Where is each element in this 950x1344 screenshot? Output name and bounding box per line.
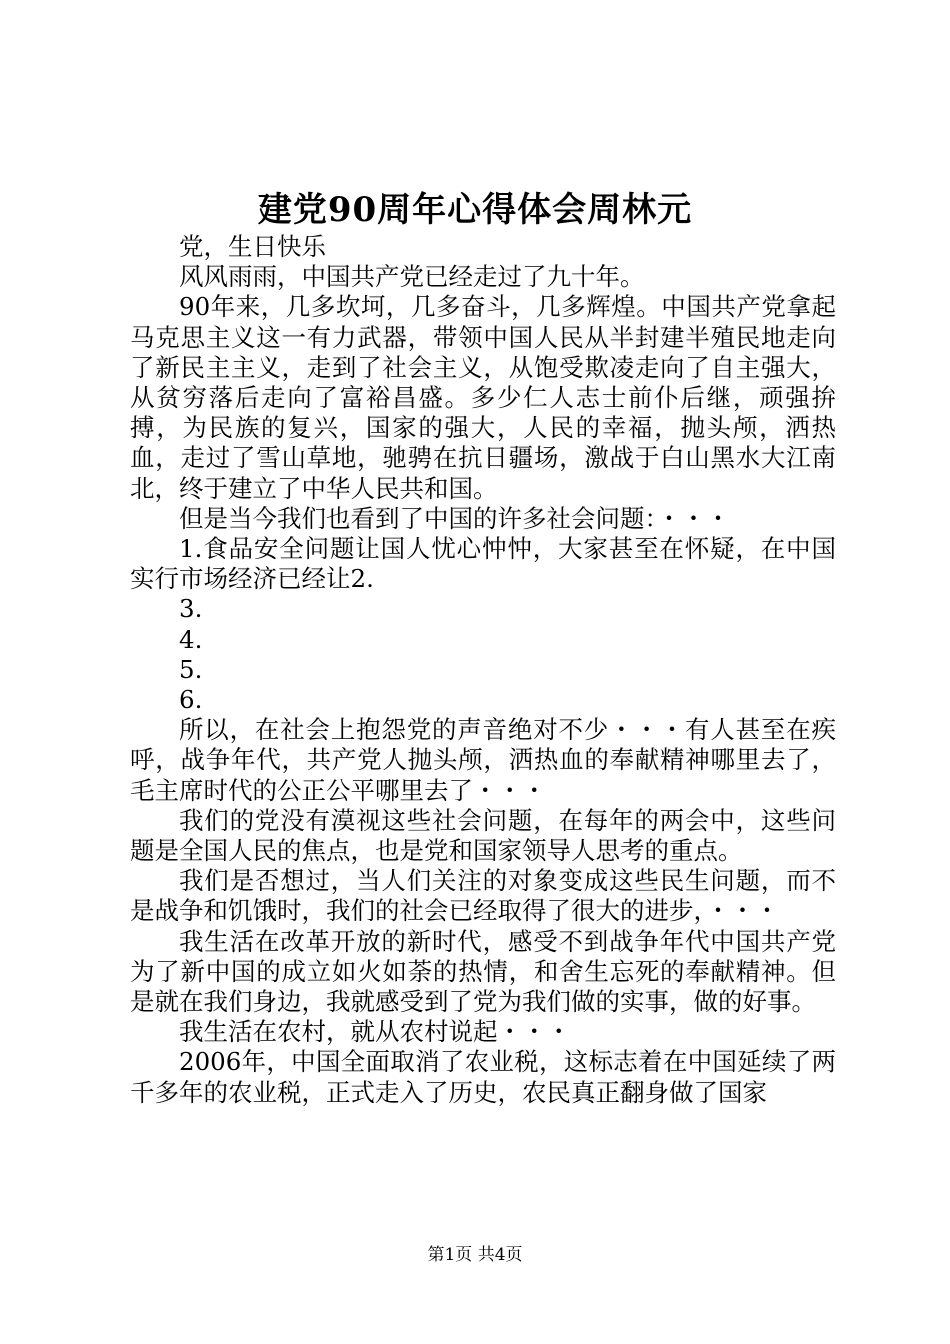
page-footer: 第1页 共4页	[427, 1245, 523, 1265]
paragraph: 我们的党没有漠视这些社会问题，在每年的两会中，这些问题是全国人民的焦点，也是党和国家领导人思考的重点。	[130, 805, 836, 866]
paragraph: 我生活在改革开放的新时代，感受不到战争年代中国共产党为了新中国的成立如火如荼的热情，和舍生忘死的奉献精神。但是就在我们身边，我就感受到了党为我们做的实事，做的好事。	[130, 926, 836, 1017]
document-body	[130, 232, 836, 1108]
paragraph: 我们是否想过，当人们关注的对象变成这些民生问题，而不是战争和饥饿时，我们的社会已经取得了很大的进步，・・・	[130, 866, 836, 926]
paragraph: 90年来，几多坎坷，几多奋斗，几多辉煌。中国共产党拿起马克思主义这一有力武器，带领中国人民从半封建半殖民地走向了新民主主义，走到了社会主义，从饱受欺凌走向了自主强大，从贫穷落后走向了富裕昌盛。多少仁人志士前仆后继，顽强拚搏，为民族的复兴，国家的强大，人民的幸福，抛头颅，洒热血，走过了雪山草地，驰骋在抗日疆场，激战于白山黑水大江南北，终于建立了中华人民共和国。	[130, 292, 836, 503]
paragraph: 但是当今我们也看到了中国的许多社会问题：・・・	[179, 503, 731, 533]
list-item: 6.	[179, 685, 203, 715]
paragraph: 党，生日快乐	[179, 232, 326, 261]
paragraph: 所以，在社会上抱怨党的声音绝对不少・・・有人甚至在疾呼，战争年代，共产党人抛头颅，洒热血的奉献精神哪里去了，毛主席时代的公正公平哪里去了・・・	[130, 715, 836, 805]
document-title: 建党90周年心得体会周林元	[257, 190, 693, 230]
list-item: 1.食品安全问题让国人忧心忡忡，大家甚至在怀疑，在中国实行市场经济已经让2.	[130, 534, 836, 594]
paragraph: 我生活在农村，就从农村说起・・・	[179, 1017, 571, 1047]
paragraph: 2006年，中国全面取消了农业税，这标志着在中国延续了两千多年的农业税，正式走入了历史，农民真正翻身做了国家	[130, 1047, 836, 1107]
list-item: 3.	[179, 594, 203, 624]
list-item: 5.	[179, 654, 203, 684]
paragraph: 风风雨雨，中国共产党已经走过了九十年。	[179, 262, 645, 292]
list-item: 4.	[179, 624, 203, 654]
